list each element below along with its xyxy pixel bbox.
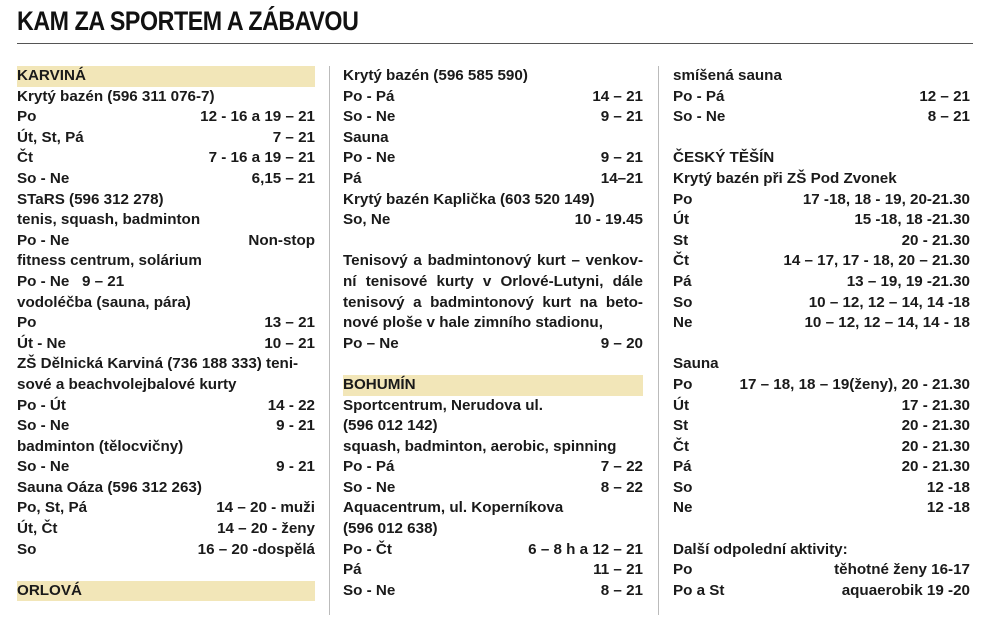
time-value: 10 – 12, 12 – 14, 14 - 18 xyxy=(804,314,970,332)
venue-activities: vodoléčba (sauna, pára) xyxy=(17,293,191,311)
schedule-row xyxy=(17,231,315,252)
schedule-row xyxy=(343,107,643,128)
time-value: 17 - 21.30 xyxy=(901,396,970,414)
section-heading-karvina: KARVINÁ xyxy=(17,66,315,87)
time-value: 14 – 17, 17 - 18, 20 – 21.30 xyxy=(783,252,970,270)
day-label: Po - Čt xyxy=(343,540,392,558)
paragraph-line: Tenisový a badmintonový kurt – venkov- xyxy=(343,252,643,270)
time-value: 14–21 xyxy=(600,169,643,187)
day-label: Ne xyxy=(673,314,693,332)
day-label: Út, Čt xyxy=(17,520,58,538)
day-label: Po – Ne xyxy=(343,334,399,352)
paragraph-line: nové ploše v hale zimního stadionu, xyxy=(343,314,603,332)
time-value: 14 – 21 xyxy=(592,87,643,105)
schedule-row xyxy=(673,437,970,458)
day-label: Pá xyxy=(673,458,692,476)
schedule-row xyxy=(673,457,970,478)
time-value: aquaerobik 19 -20 xyxy=(841,581,970,599)
day-label: Pá xyxy=(673,272,692,290)
schedule-row xyxy=(673,190,970,211)
venue-name: smíšená sauna xyxy=(673,67,782,84)
column-orlova xyxy=(343,66,643,601)
day-label: So - Ne xyxy=(17,458,70,476)
day-label: So - Ne xyxy=(343,581,396,599)
schedule-row xyxy=(343,540,643,561)
time-value: 17 -18, 18 - 19, 20-21.30 xyxy=(802,190,970,208)
day-label: Ne xyxy=(673,499,693,517)
column-cesky-tesin xyxy=(673,66,970,601)
day-label: So - Ne xyxy=(17,417,70,435)
time-value: 12 -18 xyxy=(926,478,970,496)
time-value: 20 - 21.30 xyxy=(901,458,970,476)
venue-phone: (596 012 142) xyxy=(343,417,438,435)
time-value: 20 - 21.30 xyxy=(901,437,970,455)
time-value: 16 – 20 -dospělá xyxy=(197,540,315,558)
schedule-row xyxy=(673,251,970,272)
venue-name: Krytý bazén Kaplička (603 520 149) xyxy=(343,190,595,208)
time-value: 9 – 21 xyxy=(600,108,643,126)
time-value: 15 -18, 18 -21.30 xyxy=(854,211,970,229)
schedule-row xyxy=(673,210,970,231)
paragraph-line: ní tenisové kurty v Orlové-Lutyni, dále xyxy=(343,272,643,290)
schedule-row xyxy=(343,560,643,581)
day-label: Po xyxy=(673,190,693,208)
schedule-row xyxy=(343,210,643,231)
schedule-row xyxy=(343,148,643,169)
schedule-row xyxy=(673,375,970,396)
schedule-row xyxy=(673,293,970,314)
schedule-row xyxy=(343,457,643,478)
venue-name: Krytý bazén (596 311 076-7) xyxy=(17,87,215,105)
schedule-row xyxy=(343,581,643,602)
schedule-row xyxy=(673,231,970,252)
schedule-row xyxy=(17,128,315,149)
day-label: So - Ne xyxy=(673,108,726,126)
schedule-row xyxy=(673,478,970,499)
time-value: Non-stop xyxy=(248,231,315,249)
day-label: So - Ne xyxy=(343,478,396,496)
venue-name: Aquacentrum, ul. Koperníkova xyxy=(343,499,564,517)
paragraph-line: tenisový a badmintonový kurt na beto- xyxy=(343,293,643,311)
time-value: 6 – 8 h a 12 – 21 xyxy=(528,540,643,558)
time-value: 12 -18 xyxy=(926,499,970,517)
day-label: Út, St, Pá xyxy=(17,128,84,146)
time-value: 9 - 21 xyxy=(276,417,315,435)
time-value: 14 – 20 - muži xyxy=(216,499,315,517)
time-value: 10 – 12, 12 – 14, 14 -18 xyxy=(808,293,970,311)
day-label: Po xyxy=(17,108,37,126)
schedule-row xyxy=(673,416,970,437)
venue-phone: (596 012 638) xyxy=(343,520,438,538)
venue-activities: squash, badminton, aerobic, spinning xyxy=(343,437,617,455)
time-value: 8 – 21 xyxy=(600,581,643,599)
time-value: 9 – 21 xyxy=(600,149,643,167)
column-divider xyxy=(329,66,330,615)
day-label: Čt xyxy=(673,437,690,455)
day-label: Po xyxy=(673,375,693,393)
time-value: 12 - 16 a 19 – 21 xyxy=(200,108,315,126)
schedule-row xyxy=(17,334,315,355)
schedule-row xyxy=(17,519,315,540)
time-value: 17 – 18, 18 – 19(ženy), 20 - 21.30 xyxy=(739,375,970,393)
time-value: 9 - 21 xyxy=(276,458,315,476)
schedule-row xyxy=(673,313,970,334)
day-label: Út - Ne xyxy=(17,334,66,352)
schedule-row xyxy=(673,498,970,519)
time-value: 11 – 21 xyxy=(593,561,643,579)
schedule-row xyxy=(17,396,315,417)
column-divider xyxy=(658,66,659,615)
time-value: 8 – 22 xyxy=(600,478,643,496)
time-value: 13 – 21 xyxy=(264,314,315,332)
venue-name: sové a beachvolejbalové kurty xyxy=(17,375,237,393)
time-value: 8 – 21 xyxy=(927,108,970,126)
day-label: Po a St xyxy=(673,581,725,599)
venue-name: Sauna xyxy=(673,355,719,373)
schedule-row xyxy=(343,87,643,108)
day-label: St xyxy=(673,231,689,249)
schedule-row xyxy=(343,169,643,190)
day-label: So - Ne xyxy=(343,108,396,126)
venue-name: Sportcentrum, Nerudova ul. xyxy=(343,396,543,414)
time-value: 10 – 21 xyxy=(264,334,315,352)
time-value: 6,15 – 21 xyxy=(251,169,315,187)
day-label: Po - Ne xyxy=(17,231,70,249)
time-value: 12 – 21 xyxy=(919,87,970,105)
day-label: Čt xyxy=(17,149,34,167)
day-label: Po, St, Pá xyxy=(17,499,88,517)
time-value: 14 – 20 - ženy xyxy=(217,520,315,538)
day-label: Po - Út xyxy=(17,396,66,414)
time-value: 20 - 21.30 xyxy=(901,417,970,435)
schedule-row xyxy=(343,478,643,499)
section-heading-cesky-tesin: ČESKÝ TĚŠÍN xyxy=(673,149,775,167)
schedule-row xyxy=(673,560,970,581)
column-karvina xyxy=(17,66,315,601)
schedule-row xyxy=(17,148,315,169)
schedule-row xyxy=(17,313,315,334)
schedule-row xyxy=(17,169,315,190)
page-title: KAM ZA SPORTEM A ZÁBAVOU xyxy=(17,6,359,36)
venue-activities: badminton (tělocvičny) xyxy=(17,437,184,455)
venue-activities: fitness centrum, solárium xyxy=(17,252,202,270)
time-value: 9 – 20 xyxy=(600,334,643,352)
schedule-row: Po - Ne 9 – 21 xyxy=(17,272,125,290)
schedule-row xyxy=(17,457,315,478)
schedule-row xyxy=(17,540,315,561)
day-label: Pá xyxy=(343,169,362,187)
day-label: Po - Pá xyxy=(343,458,395,476)
tennis-paragraph xyxy=(343,251,643,333)
schedule-row xyxy=(17,107,315,128)
schedule-row xyxy=(673,87,970,108)
schedule-row xyxy=(673,581,970,602)
title-rule xyxy=(17,43,973,44)
day-label: Út xyxy=(673,396,690,414)
day-label: Út xyxy=(673,211,690,229)
venue-name: Sauna xyxy=(343,128,389,146)
schedule-row xyxy=(673,107,970,128)
day-label: So, Ne xyxy=(343,211,391,229)
day-label: So xyxy=(17,540,37,558)
day-label: So xyxy=(673,293,693,311)
day-label: Po - Pá xyxy=(343,87,395,105)
time-value: 10 - 19.45 xyxy=(574,211,643,229)
day-label: Čt xyxy=(673,252,690,270)
other-activities-heading: Další odpolední aktivity: xyxy=(673,540,848,558)
time-value: 7 - 16 a 19 – 21 xyxy=(208,149,315,167)
venue-name: Sauna Oáza (596 312 263) xyxy=(17,478,202,496)
time-value: 7 – 21 xyxy=(272,128,315,146)
schedule-row xyxy=(17,498,315,519)
venue-name: Krytý bazén při ZŠ Pod Zvonek xyxy=(673,169,897,187)
day-label: St xyxy=(673,417,689,435)
time-value: těhotné ženy 16-17 xyxy=(834,561,970,579)
day-label: Po - Pá xyxy=(673,87,725,105)
schedule-row xyxy=(343,334,643,355)
schedule-row xyxy=(673,272,970,293)
venue-name: Krytý bazén (596 585 590) xyxy=(343,67,528,84)
day-label: Po xyxy=(673,561,693,579)
day-label: So xyxy=(673,478,693,496)
venue-name: ZŠ Dělnická Karviná (736 188 333) teni- xyxy=(17,355,299,373)
day-label: Pá xyxy=(343,561,362,579)
venue-name: STaRS (596 312 278) xyxy=(17,190,164,208)
time-value: 14 - 22 xyxy=(267,396,315,414)
venue-activities: tenis, squash, badminton xyxy=(17,211,201,229)
section-heading-bohumin: BOHUMÍN xyxy=(343,375,643,396)
time-value: 7 – 22 xyxy=(600,458,643,476)
schedule-row xyxy=(673,396,970,417)
time-value: 20 - 21.30 xyxy=(901,231,970,249)
schedule-row xyxy=(17,416,315,437)
section-heading-orlova: ORLOVÁ xyxy=(17,581,315,602)
time-value: 13 – 19, 19 -21.30 xyxy=(846,272,970,290)
day-label: Po xyxy=(17,314,37,332)
day-label: Po - Ne xyxy=(343,149,396,167)
day-label: So - Ne xyxy=(17,169,70,187)
